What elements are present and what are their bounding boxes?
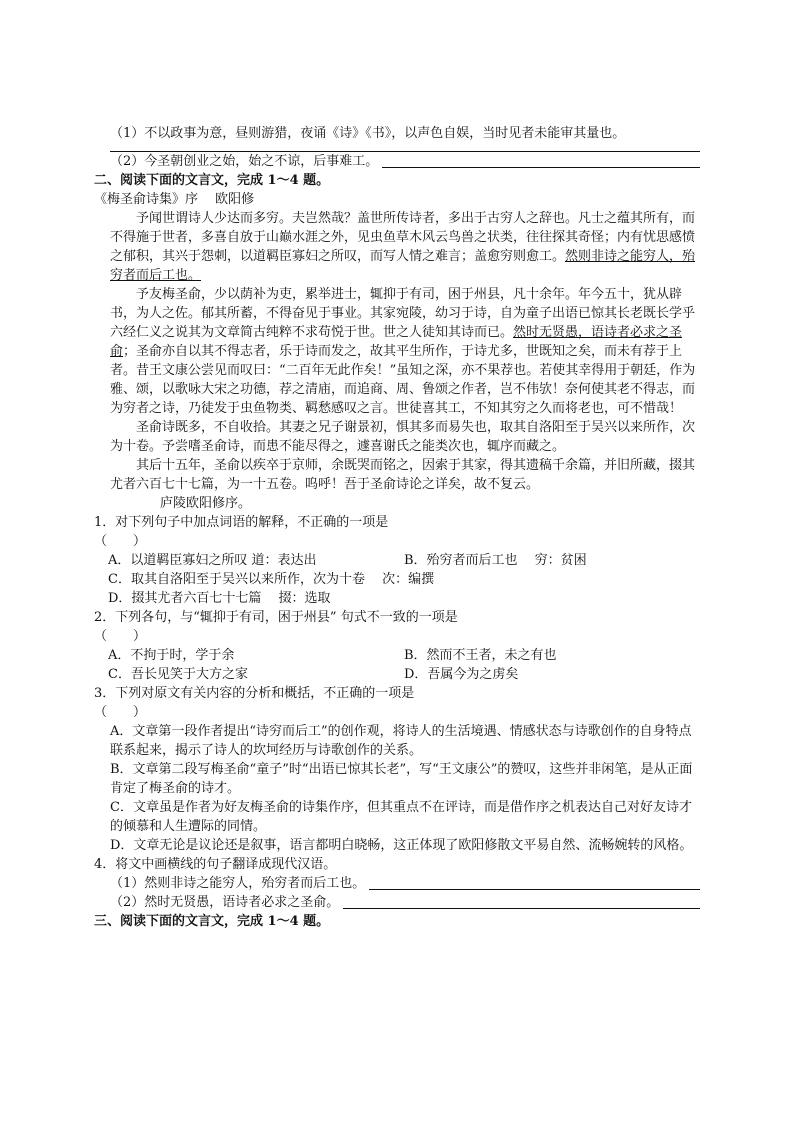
option-a[interactable]: A．文章第一段作者提出“诗穷而后工”的创作观，将诗人的生活境遇、情感状态与诗歌创作的自身特点联系起来，揭示了诗人的坎坷经历与诗歌创作的关系。 bbox=[110, 724, 692, 758]
passage-title: 《梅圣俞诗集》序 欧阳修 bbox=[94, 192, 255, 207]
question-1-options bbox=[94, 551, 700, 608]
worksheet-content bbox=[94, 124, 700, 931]
question-3-answer-paren[interactable]: （ ） bbox=[94, 705, 147, 720]
question-3-stem: 3．下列对原文有关内容的分析和概括，不正确的一项是 bbox=[94, 686, 415, 701]
question-2-answer-paren[interactable]: （ ） bbox=[94, 629, 147, 644]
section-2-heading: 二、阅读下面的文言文，完成 1～4 题。 bbox=[94, 173, 330, 188]
passage-text: 予友梅圣俞，少以荫补为吏，累举进士，辄抑于有司，困于州县，凡十余年。年今五十，犹从辟书，为人之佐。郁其所蓄，不得奋见于事业。其家宛陵，幼习于诗，自为童子出语已惊其长老既长学乎六经仁义之说其为文章简古纯粹不求苟悦于世。世之人徒知其诗而已。 bbox=[110, 287, 696, 340]
option-d[interactable]: D．文章无论是议论还是叙事，语言都明白晓畅，这正体现了欧阳修散文平易自然、流畅婉转的风格。 bbox=[110, 838, 693, 853]
translation-item-2-row bbox=[94, 152, 700, 171]
question-1-answer-paren[interactable]: （ ） bbox=[94, 534, 147, 549]
option-c[interactable]: C．吾长见笑于大方之家 bbox=[108, 667, 248, 682]
option-d[interactable]: D．吾属今为之虏矣 bbox=[404, 667, 519, 682]
passage-text: 予闻世谓诗人少达而多穷。夫岂然哉？盖世所传诗者，多出于古穷人之辞也。凡士之蕴其所有，而不得施于世者，多喜自放于山巅水涯之外，见虫鱼草木风云鸟兽之状类，往往探其奇怪；内有忧思感愤之郁积，其兴于怨刺，以道羁臣寡妇之所叹，而写人情之难言；盖愈穷则愈工。 bbox=[110, 211, 696, 264]
option-c[interactable]: C．取其自洛阳至于吴兴以来所作，次为十卷 次：编撰 bbox=[108, 572, 435, 587]
question-4-sentence-1: （1）然则非诗之能穷人，殆穷者而后工也。 bbox=[110, 876, 366, 891]
question-4-sentence-2: （2）然时无贤愚，语诗者必求之圣俞。 bbox=[110, 895, 340, 910]
passage-paragraph-2 bbox=[94, 285, 700, 418]
option-a[interactable]: A．以道羁臣寡妇之所叹 道：表达出 bbox=[108, 553, 317, 568]
underlined-sentence-1: 然则非诗之能穷人，殆穷者而后工也。 bbox=[110, 249, 696, 283]
option-b[interactable]: B．然而不王者，未之有也 bbox=[404, 648, 557, 663]
option-b[interactable]: B．殆穷者而后工也 穷：贫困 bbox=[404, 553, 587, 568]
passage-paragraph-4: 其后十五年，圣俞以疾卒于京师，余既哭而铭之，因索于其家，得其遗稿千余篇，并旧所藏，掇其尤者六百七十七篇，为一十五卷。呜呼！吾于圣俞诗论之详矣，故不复云。 bbox=[110, 458, 696, 492]
question-4-line-1-row bbox=[94, 874, 700, 893]
question-2-options bbox=[94, 646, 700, 684]
option-c[interactable]: C．文章虽是作者为好友梅圣俞的诗集作序，但其重点不在评诗，而是借作序之机表达自己对好友诗才的倾慕和人生遭际的同情。 bbox=[110, 800, 692, 834]
option-b[interactable]: B．文章第二段写梅圣俞“童子”时“出语已惊其长老”，写“王文康公”的赞叹，这些并非闲笔，是从正面肯定了梅圣俞的诗才。 bbox=[110, 762, 693, 796]
option-d[interactable]: D．掇其尤者六百七十七篇 掇：选取 bbox=[108, 591, 331, 606]
question-4-stem: 4．将文中画横线的句子翻译成现代汉语。 bbox=[94, 857, 337, 872]
passage-text: ；圣俞亦自以其不得志者，乐于诗而发之，故其平生所作，于诗尤多，世既知之矣，而未有荐于上者。昔王文康公尝见而叹曰：“二百年无此作矣！”虽知之深，亦不果荐也。若使其幸得用于朝廷，作为雅、颂，以歌咏大宋之功德，荐之清庙，而追商、周、鲁颂之作者，岂不伟欤！奈何使其老不得志，而为穷者之诗，乃徒发于虫鱼物类、羁愁感叹之言。世徒喜其工，不知其穷之久而将老也，可不惜哉！ bbox=[110, 344, 696, 416]
answer-line[interactable] bbox=[369, 875, 700, 890]
answer-line[interactable] bbox=[343, 894, 700, 909]
translation-item-2: （2）今圣朝创业之始，始之不谅，后事难工。 bbox=[110, 154, 379, 169]
question-1-stem: 1．对下列句子中加点词语的解释，不正确的一项是 bbox=[94, 515, 389, 530]
passage-paragraph-3: 圣俞诗既多，不自收拾。其妻之兄子谢景初，惧其多而易失也，取其自洛阳至于吴兴以来所作，次为十卷。予尝嗜圣俞诗，而患不能尽得之，遽喜谢氏之能类次也，辄序而藏之。 bbox=[110, 420, 696, 454]
question-2-stem: 2．下列各句，与“辄抑于有司，困于州县” 句式不一致的一项是 bbox=[94, 610, 458, 625]
passage-paragraph-1 bbox=[94, 209, 700, 285]
option-a[interactable]: A．不拘于时，学于余 bbox=[108, 648, 235, 663]
underlined-sentence-2: 然时无贤愚，语诗者必求之圣俞 bbox=[110, 325, 683, 359]
section-3-heading: 三、阅读下面的文言文，完成 1～4 题。 bbox=[94, 914, 330, 929]
translation-item-1: （1）不以政事为意，昼则游猎，夜诵《诗》《书》，以声色自娱，当时见者未能审其量也。 bbox=[110, 126, 626, 141]
answer-line bbox=[382, 153, 700, 168]
passage-signature: 庐陵欧阳修序。 bbox=[160, 496, 252, 511]
answer-line bbox=[110, 143, 700, 152]
question-4-line-2-row bbox=[94, 893, 700, 912]
